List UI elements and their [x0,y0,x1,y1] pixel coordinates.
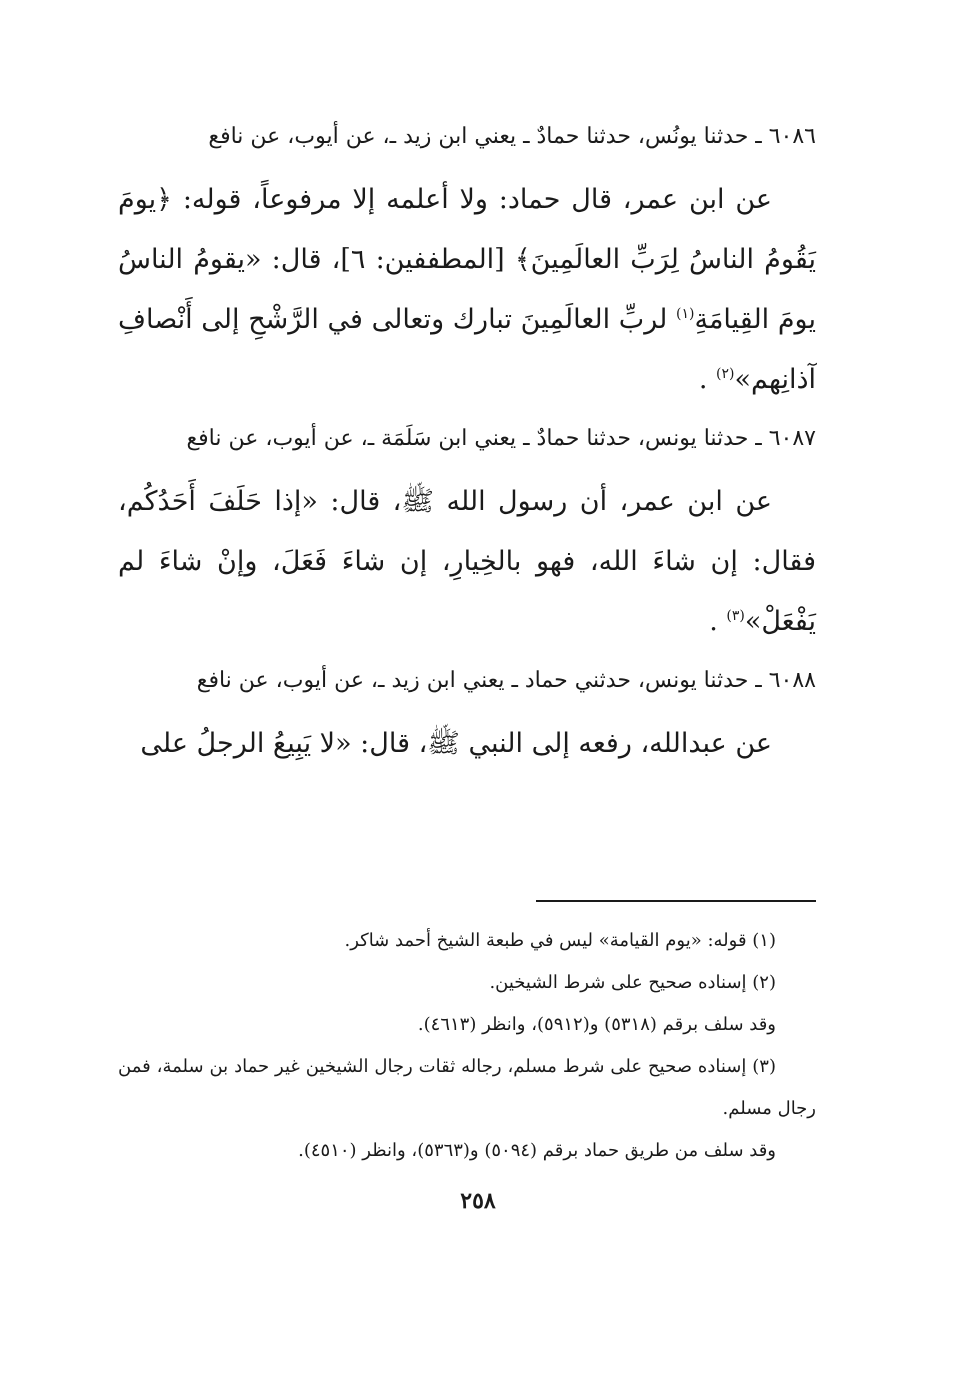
hadith-6087-chain: ٦٠٨٧ ـ حدثنا يونس، حدثنا حمادٌ ـ يعني ابن سَلَمَة ـ، عن أيوب، عن نافع [186,426,816,451]
footnote-3-note: وقد سلف من طريق حماد برقم (٥٠٩٤) و(٥٣٦٣)، وانظر (٤٥١٠). [298,1140,776,1161]
footnote-ref-1: (١) [676,306,695,322]
footnote-2-note: وقد سلف برقم (٥٣١٨) و(٥٩١٢)، وانظر (٤٦١٣). [417,1014,776,1035]
footnote-ref-3: (٣) [726,608,745,624]
footnote-ref-2: (٢) [716,366,735,382]
footnote-1: (١) قوله: «يوم القيامة» ليس في طبعة الشيخ أحمد شاكر. [344,930,776,951]
footnote-2: (٢) إسناده صحيح على شرط الشيخين. [489,972,776,993]
hadith-6088-chain: ٦٠٨٨ ـ حدثنا يونس، حدثني حماد ـ يعني ابن زيد ـ، عن أيوب، عن نافع [196,668,816,693]
main-text [118,112,816,778]
hadith-6086-text [118,170,816,410]
page-number: ٢٥٨ [460,1188,496,1214]
footnotes [118,920,816,1172]
hadith-6087-matn: عن ابن عمر، أن رسول الله ﷺ، قال: «إذا حَلَفَ أَحَدُكُم، فقال: إن شاءَ الله، فهو بالخِيارِ، إن شاءَ فَعَلَ، وإنْ شاءَ لم يَفْعَلْ» [118,486,817,637]
footnote-3: (٣) إسناده صحيح على شرط مسلم، رجاله ثقات رجال الشيخين غير حماد بن سلمة، فمن رجال مسلم. [118,1056,816,1119]
hadith-6086-chain: ٦٠٨٦ ـ حدثنا يونُس، حدثنا حمادٌ ـ يعني ابن زيد ـ، عن أيوب، عن نافع [208,124,816,149]
hadith-6088-text: عن عبدالله، رفعه إلى النبي ﷺ، قال: «لا يَبِيعُ الرجلُ على [140,728,772,759]
hadith-6087-tail: . [709,606,727,637]
hadith-6086-tail: . [698,364,717,395]
hadith-6086-matn-end: لربِّ العالَمِينَ تبارك وتعالى في الرَّشْحِ إلى أَنْصافِ آذانِهم» [118,304,816,395]
footnote-divider [536,900,816,902]
hadith-6087-text [118,472,816,652]
hadith-6086-matn: عن ابن عمر، قال حماد: ولا أعلمه إلا مرفوعاً، قوله: ﴿يومَ يَقُومُ الناسُ لِرَبِّ العالَمِينَ﴾ [المطففين: ٦]، قال: «يقومُ الناسُ يومَ القِيامَةِ [118,184,817,335]
